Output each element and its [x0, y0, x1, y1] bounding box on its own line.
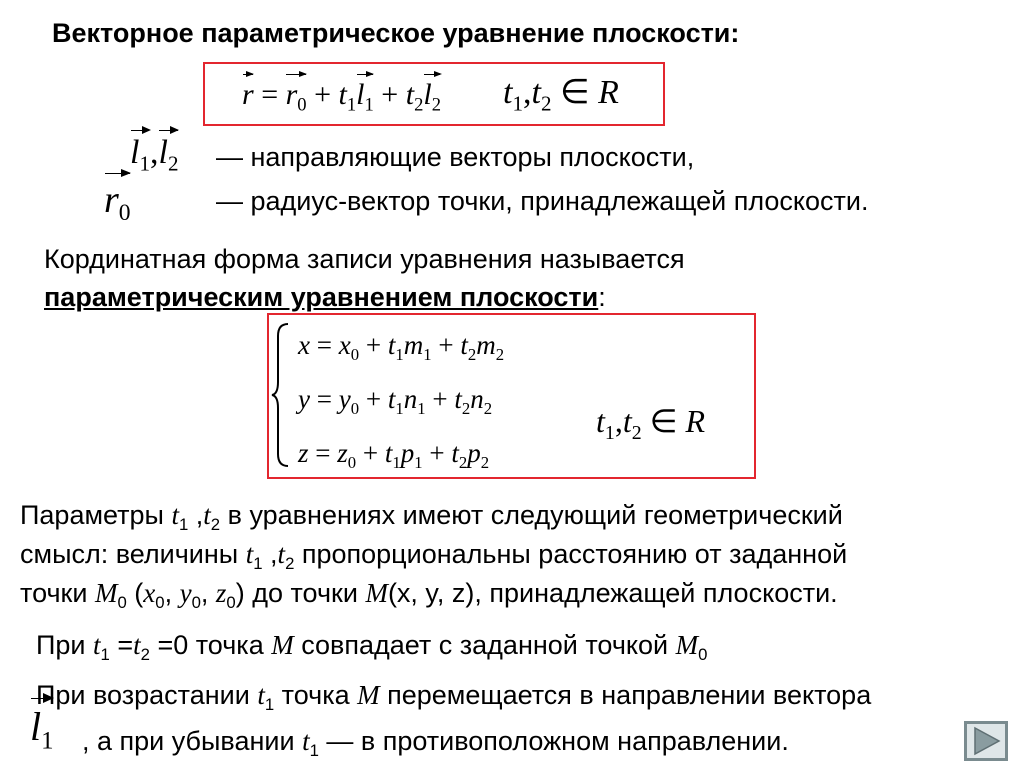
- next-slide-button[interactable]: [964, 721, 1008, 761]
- system-row-x: $x = x_0 + t_1m_1 + t_2m_2$: [298, 330, 505, 364]
- paragraph-line3: точки $M_0$ ($x_0$, $y_0$, $z_0$) до точки M(x, y, z), принадлежащей плоскости.: [20, 578, 838, 612]
- system-row-z: $z = z_0 + t_1p_1 + t_2p_2$: [298, 438, 490, 472]
- l1-vector-symbol: $l_1$: [30, 704, 54, 755]
- r0-description: — радиус-вектор точки, принадлежащей плоскости.: [216, 186, 869, 216]
- next-arrow-icon: [967, 724, 1005, 758]
- page-title: Векторное параметрическое уравнение плоскости:: [52, 18, 740, 48]
- vector-equation-domain: $t_1,t_2$ ∈ R: [503, 74, 619, 116]
- when-increase-line1: При возрастании $t_1$ точка M перемещается в направлении вектора: [36, 680, 872, 714]
- r0-symbol: $r_0$: [104, 179, 131, 227]
- paragraph-line2: смысл: величины $t_1$ $,t_2$ пропорциональны расстоянию от заданной: [20, 539, 848, 573]
- system-brace: [270, 322, 294, 468]
- paragraph-line1: Параметры $t_1$ $,t_2$ в уравнениях имеют следующий геометрический: [20, 500, 843, 534]
- when-increase-line2: , а при убывании $t_1$ — в противоположном направлении.: [82, 726, 789, 760]
- l-vectors-description: — направляющие векторы плоскости,: [216, 142, 695, 172]
- coord-intro-line2: параметрическим уравнением плоскости:: [44, 282, 606, 312]
- vector-equation: $r = r_0 + t_1l_1 + t_2l_2$: [242, 78, 441, 116]
- when-zero-line: При $t_1 =t_2 =0$ точка M совпадает с заданной точкой $M_0$: [36, 630, 708, 664]
- l-vectors-symbol: $l_1,l_2$: [130, 134, 179, 176]
- system-row-y: $y = y_0 + t_1n_1 + t_2n_2$: [298, 384, 493, 418]
- system-domain: $t_1,t_2$ ∈ R: [596, 403, 706, 444]
- coord-intro-line1: Кординатная форма записи уравнения называется: [44, 244, 685, 274]
